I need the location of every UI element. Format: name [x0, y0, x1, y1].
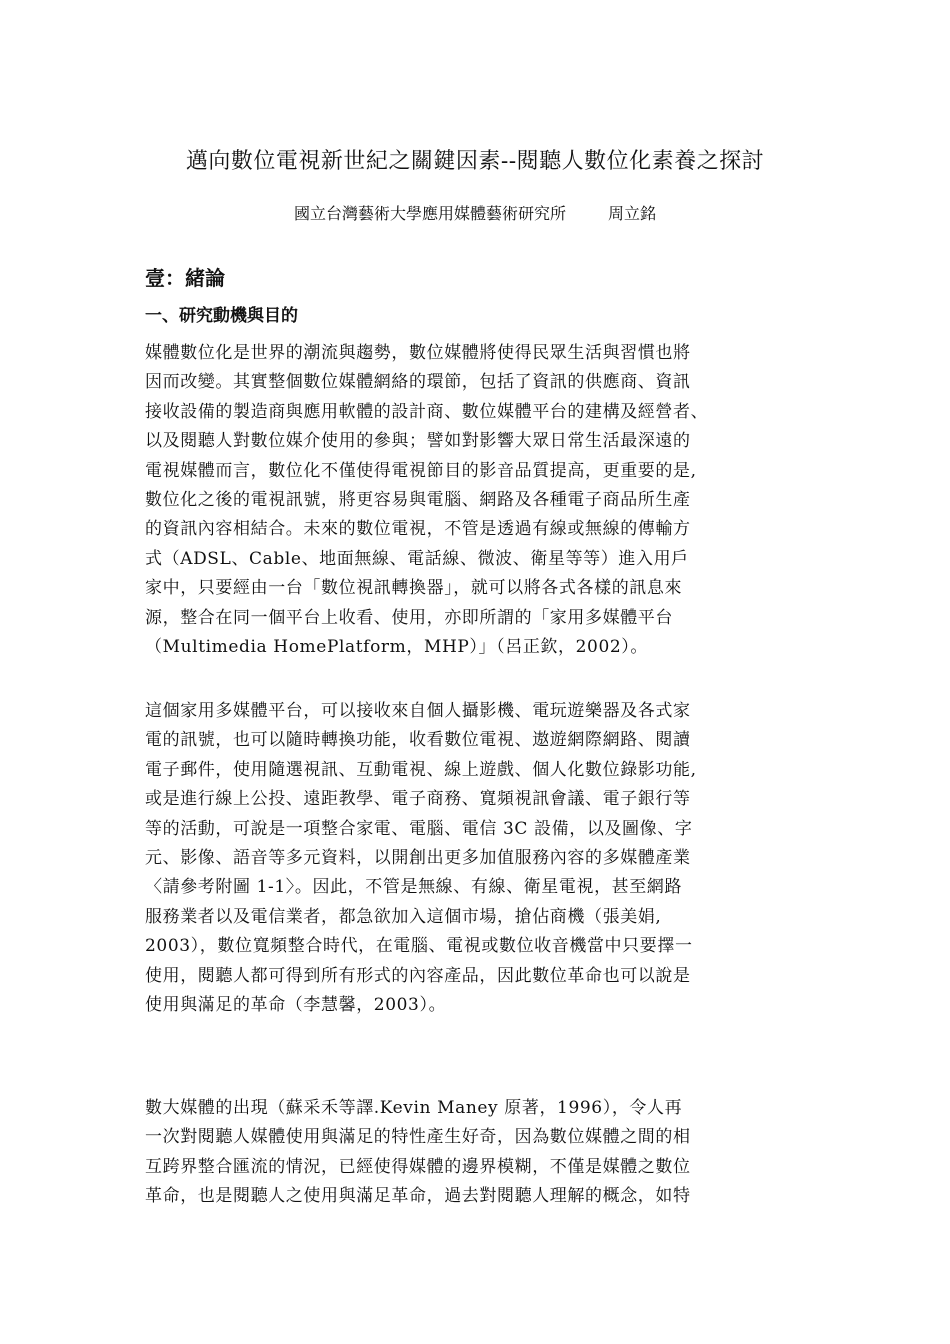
paragraph-line: 媒體數位化是世界的潮流與趨勢，數位媒體將使得民眾生活與習慣也將	[145, 343, 691, 363]
paragraph-line: 〈請參考附圖 1-1〉。因此，不管是無線、有線、衛星電視，甚至網路	[145, 877, 683, 898]
paragraph-line: 使用，閱聽人都可得到所有形式的內容產品，因此數位革命也可以說是	[145, 965, 691, 986]
paragraph-line: 式（ADSL、Cable、地面無線、電話線、微波、衛星等等）進入用戶	[145, 548, 689, 569]
document-title: 邁向數位電視新世紀之關鍵因素--閱聽人數位化素養之探討	[185, 149, 765, 174]
paragraph-line: 服務業者以及電信業者，都急欲加入這個市場，搶佔商機（張美娟,	[145, 906, 662, 927]
affiliation-line	[0, 200, 950, 228]
paragraph-line: 數大媒體的出現（蘇采禾等譯.Kevin Maney 原著，1996），令人再	[145, 1098, 683, 1118]
paragraph-line: 電的訊號，也可以隨時轉換功能，收看數位電視、遨遊網際網路、閱讀	[145, 730, 691, 751]
subsection-heading: 一、研究動機與目的	[145, 306, 298, 326]
paragraph-line: 的資訊內容相結合。未來的數位電視，不管是透過有線或無線的傳輸方	[145, 519, 691, 540]
paragraph-line: 這個家用多媒體平台，可以接收來自個人攝影機、電玩遊樂器及各式家	[145, 701, 691, 721]
affiliation: 國立台灣藝術大學應用媒體藝術研究所	[293, 204, 566, 223]
paragraph-line: 元、影像、語音等多元資料，以開創出更多加值服務內容的多媒體產業	[145, 848, 691, 869]
paragraph-line: 或是進行線上公投、遠距教學、電子商務、寬頻視訊會議、電子銀行等	[145, 789, 691, 810]
paragraph-line: 接收設備的製造商與應用軟體的設計商、數位媒體平台的建構及經營者、	[145, 401, 709, 422]
paragraph-line: 因而改變。其實整個數位媒體網絡的環節，包括了資訊的供應商、資訊	[145, 372, 691, 393]
paragraph-line: 電子郵件，使用隨選視訊、互動電視、線上遊戲、個人化數位錄影功能,	[145, 759, 697, 780]
paragraph-line: 使用與滿足的革命（李慧馨，2003）。	[145, 995, 447, 1016]
paragraph-line: 電視媒體而言，數位化不僅使得電視節目的影音品質提高，更重要的是,	[145, 460, 697, 481]
section-heading: 壹：緒論	[145, 266, 225, 290]
paragraph-2	[145, 697, 810, 1020]
paragraph-1	[145, 339, 810, 662]
paragraph-3	[145, 1094, 810, 1212]
paragraph-line: 數位化之後的電視訊號，將更容易與電腦、網路及各種電子商品所生產	[145, 490, 691, 511]
paragraph-line: 革命，也是閱聽人之使用與滿足革命，過去對閱聽人理解的概念，如特	[145, 1186, 691, 1207]
author-name: 周立銘	[608, 204, 657, 223]
paragraph-line: 源，整合在同一個平台上收看、使用，亦即所謂的「家用多媒體平台	[145, 607, 673, 628]
paragraph-line: 一次對閱聽人媒體使用與滿足的特性產生好奇，因為數位媒體之間的相	[145, 1127, 691, 1148]
paragraph-line: 家中，只要經由一台「數位視訊轉換器」，就可以將各式各樣的訊息來	[145, 578, 683, 599]
paragraph-line: 以及閱聽人對數位媒介使用的參與；譬如對影響大眾日常生活最深遠的	[145, 431, 691, 452]
paragraph-line: （Multimedia HomePlatform，MHP）」（呂正欽，2002）。	[145, 637, 648, 658]
paragraph-line: 等的活動，可說是一項整合家電、電腦、電信 3C 設備，以及圖像、字	[145, 818, 693, 839]
paragraph-line: 互跨界整合匯流的情況，已經使得媒體的邊界模糊，不僅是媒體之數位	[145, 1156, 691, 1177]
paragraph-line: 2003），數位寬頻整合時代，在電腦、電視或數位收音機當中只要擇一	[145, 936, 693, 957]
